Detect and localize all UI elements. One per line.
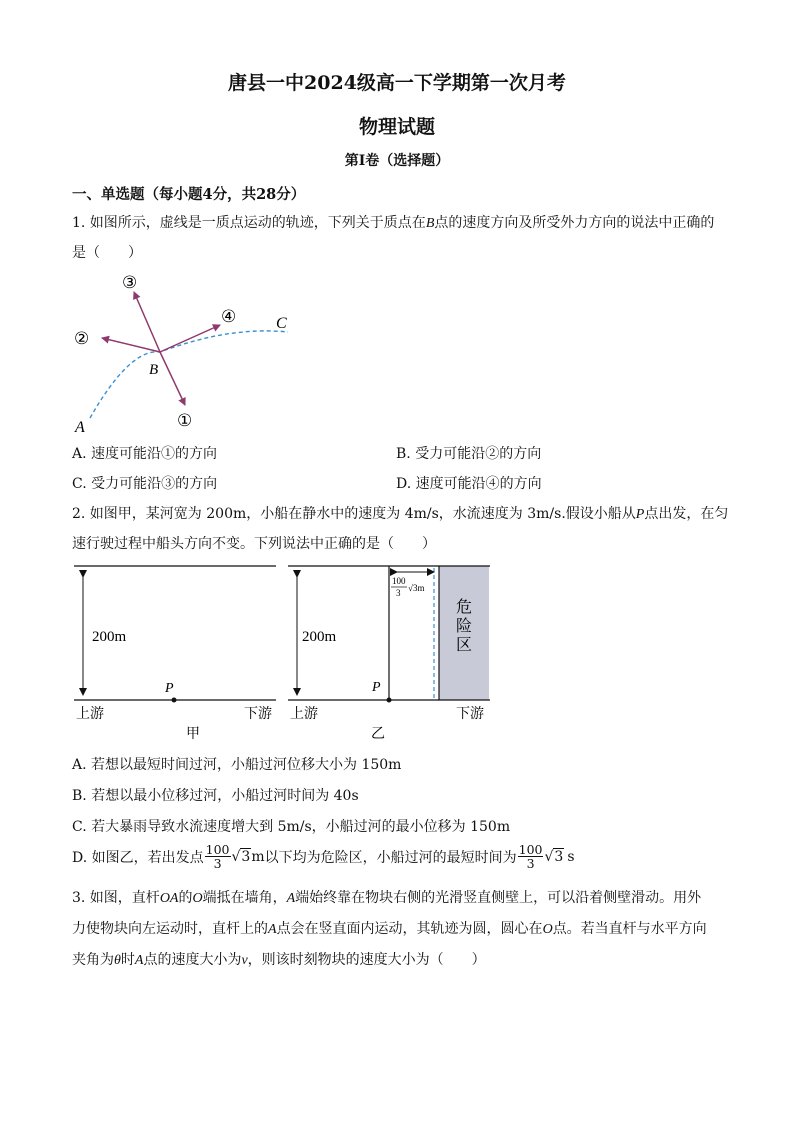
- q3-line-2: [72, 918, 707, 941]
- distance-sqrt: √3m: [408, 583, 425, 593]
- point-p-dot: [387, 698, 392, 703]
- q2-figure-a: [70, 560, 280, 745]
- q3-symbol: O: [542, 922, 553, 937]
- arrow-2: [102, 338, 160, 352]
- q3-text: 的: [178, 890, 193, 906]
- width-label: 200m: [92, 629, 127, 645]
- q1-option-b[interactable]: B. 受力可能沿②的方向: [396, 446, 542, 462]
- q3-symbol: O: [192, 891, 203, 906]
- q3-text: 点。若当直杆与水平方向: [552, 921, 707, 937]
- downstream-label: 下游: [456, 707, 484, 722]
- point-p-dot: [172, 698, 177, 703]
- q3-text: 时: [120, 952, 135, 968]
- q1-text: 1. 如图所示，虚线是一质点运动的轨迹，下列关于质点在: [72, 215, 426, 231]
- q1-line-1: [72, 212, 714, 235]
- q3-line-3: [72, 949, 486, 972]
- q1-line-2: 是（ ）: [72, 245, 142, 261]
- danger-char-2: 险: [456, 618, 473, 635]
- fraction-den: 3: [526, 856, 535, 871]
- q3-text: 力使物块向左运动时，直杆上的: [72, 921, 268, 937]
- q2-line-2: 速行驶过程中船头方向不变。下列说法中正确的是（ ）: [72, 536, 436, 552]
- q3-text: 点的速度大小为: [143, 952, 242, 968]
- volume-title: 第I卷（选择题）: [344, 153, 450, 169]
- arrow-1: [160, 352, 185, 405]
- q3-symbol: A: [286, 891, 296, 906]
- fraction: [205, 843, 231, 870]
- q1-option-d[interactable]: D. 速度可能沿④的方向: [396, 476, 542, 492]
- q2-point-p: P: [635, 507, 645, 522]
- fraction-den: 3: [213, 856, 222, 871]
- q3-symbol: A: [268, 922, 277, 937]
- q3-text: 端抵在墙角，: [202, 890, 287, 906]
- q3-text: 点会在竖直面内运动，其轨迹为圆，圆心在: [276, 921, 543, 937]
- q1-point-b: B: [425, 216, 435, 231]
- q3-text: 端始终靠在物块右侧的光滑竖直侧壁上，可以沿着侧壁滑动。用外: [295, 890, 702, 906]
- distance-num: 100: [392, 576, 406, 586]
- q2-option-a[interactable]: A. 若想以最短时间过河，小船过河位移大小为 150m: [72, 757, 402, 773]
- section-title: 一、单选题（每小题4分，共28分）: [72, 186, 306, 203]
- q2-option-b[interactable]: B. 若想以最小位移过河，小船过河时间为 40s: [72, 788, 359, 804]
- arrow-4: [160, 325, 220, 352]
- q3-text: ，则该时刻物块的速度大小为（ ）: [247, 952, 486, 968]
- q3-text: 夹角为: [72, 952, 114, 968]
- fraction-num: 100: [205, 842, 230, 857]
- point-p-label: P: [372, 680, 381, 695]
- sqrt-radicand: 3: [554, 848, 564, 865]
- caption-jia: 甲: [186, 727, 200, 742]
- q2-option-d-text: 以下均为危险区，小船过河的最短时间为: [264, 849, 517, 866]
- sqrt: √3: [544, 848, 564, 865]
- fraction: [518, 843, 544, 870]
- exam-title: 唐县一中2024级高一下学期第一次月考: [228, 72, 566, 94]
- danger-char-1: 危: [456, 599, 473, 616]
- unit: s: [567, 848, 575, 865]
- label-b: B: [149, 362, 159, 378]
- caption-yi: 乙: [371, 727, 385, 742]
- q2-option-d-text: D. 如图乙，若出发点: [72, 849, 204, 866]
- upstream-label: 上游: [290, 707, 318, 722]
- q3-line-1: [72, 887, 701, 910]
- trajectory-curve: [90, 331, 288, 418]
- q2-figure-b: [284, 560, 494, 745]
- q1-text: 点的速度方向及所受外力方向的说法中正确的: [434, 215, 715, 231]
- point-p-label: P: [165, 681, 174, 696]
- arrow-3: [134, 292, 160, 352]
- q3-text: 3. 如图，直杆: [72, 890, 160, 906]
- q3-symbol: OA: [159, 891, 179, 906]
- distance-den: 3: [396, 588, 401, 598]
- q3-symbol: A: [134, 953, 144, 968]
- q2-option-d[interactable]: [72, 843, 575, 870]
- label-3: ③: [122, 273, 138, 292]
- unit: m: [251, 848, 265, 865]
- q1-option-a[interactable]: A. 速度可能沿①的方向: [72, 446, 218, 462]
- q2-text: 2. 如图甲，某河宽为 200m，小船在静水中的速度为 4m/s，水流速度为 3m/s.假设小船从: [72, 506, 636, 522]
- sqrt-radicand: 3: [241, 848, 251, 865]
- upstream-label: 上游: [76, 707, 104, 722]
- q1-option-c[interactable]: C. 受力可能沿③的方向: [72, 476, 218, 492]
- label-4: ④: [221, 307, 237, 326]
- q3-symbol: v: [241, 953, 248, 968]
- q1-figure: [60, 268, 320, 438]
- sqrt: √3: [231, 848, 251, 865]
- label-c: C: [276, 315, 287, 332]
- q2-line-1: [72, 503, 728, 526]
- fraction-num: 100: [518, 842, 543, 857]
- width-label: 200m: [302, 629, 337, 645]
- q2-option-c[interactable]: C. 若大暴雨导致水流速度增大到 5m/s，小船过河的最小位移为 150m: [72, 819, 511, 835]
- q2-text: 点出发，在匀: [644, 506, 729, 522]
- downstream-label: 下游: [244, 707, 272, 722]
- label-a: A: [75, 419, 85, 436]
- label-2: ②: [74, 329, 90, 348]
- subject-title: 物理试题: [358, 116, 435, 138]
- label-1: ①: [177, 411, 193, 430]
- q3-symbol: θ: [114, 953, 121, 968]
- danger-char-3: 区: [456, 637, 473, 654]
